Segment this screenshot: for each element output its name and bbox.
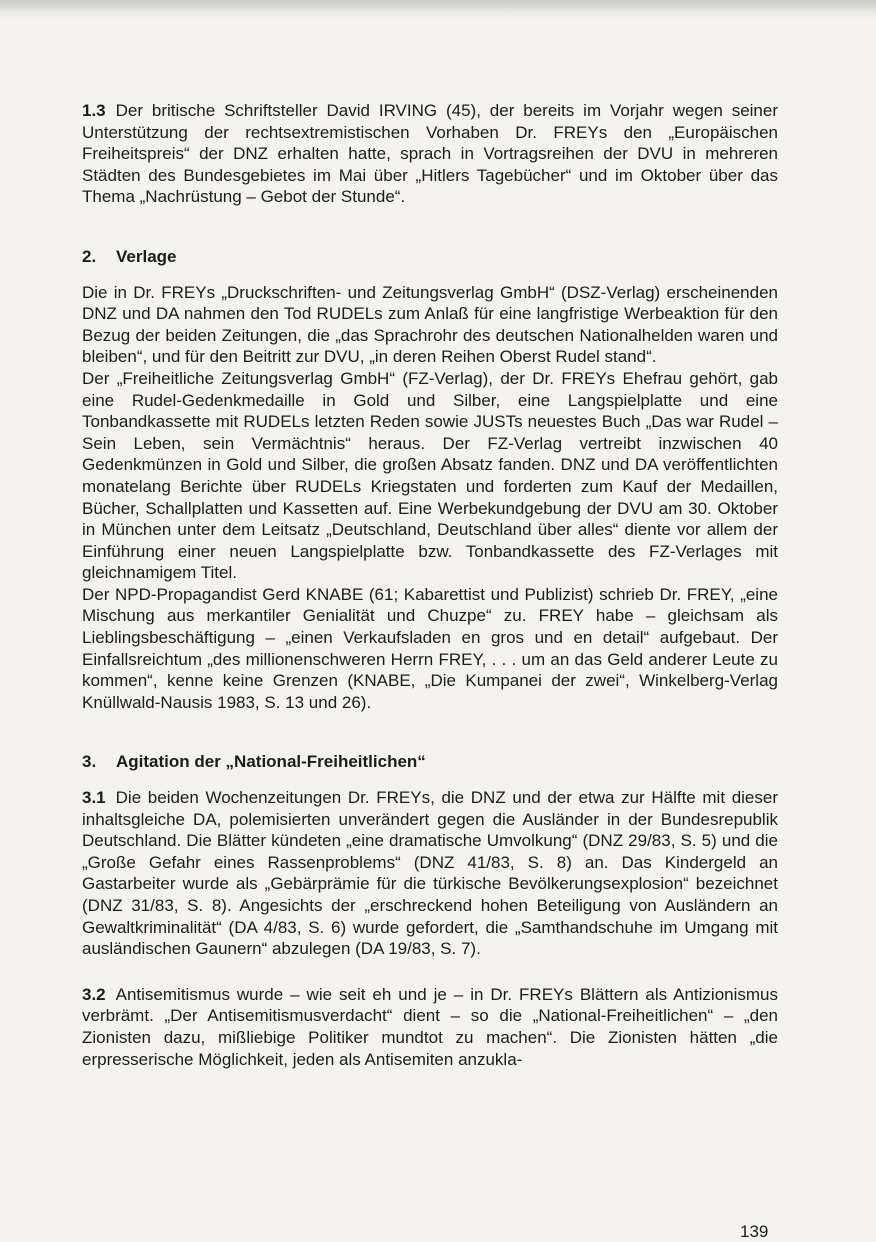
paragraph-3-1: [82, 787, 778, 960]
heading-number: 3.: [82, 752, 97, 772]
paragraph-text: Der britische Schriftsteller David IRVING (45), der bereits im Vorjahr wegen seiner Unterstützung der rechtsextremistischen Vorhaben Dr. FREYs den „Europäischen Freiheitspreis“ der DNZ erhalten hatte, sprach in Vortragsreihen der DVU in mehreren Städten des Bundesgebietes im Mai über „Hitlers Tagebücher“ und im Oktober über das Thema „Nachrüstung – Gebot der Stunde“.: [82, 101, 778, 207]
section-number: 3.1: [82, 788, 106, 808]
paragraph-1-3: [82, 100, 778, 208]
heading-title: Verlage: [116, 246, 177, 266]
page-number: 139: [740, 1222, 769, 1241]
heading-number: 2.: [82, 246, 97, 266]
section-number: 1.3: [82, 101, 106, 120]
document-page: [82, 100, 778, 1070]
paragraph-text: Antisemitismus wurde – wie seit eh und je – in Dr. FREYs Blättern als Antizionismus verbrämt. „Der Antisemitismusverdacht“ dient – so die „National-Freiheitlichen“ – „den Zionisten dazu, mißliebige Politiker mundtot zu machen“. Die Zionisten hätten „die erpresserische Möglichkeit, jeden als Antisemiten anzukla-: [82, 984, 778, 1069]
heading-agitation: [82, 751, 778, 773]
verlage-paragraph-2: Der „Freiheitliche Zeitungsverlag GmbH“ (FZ-Verlag), der Dr. FREYs Ehefrau gehört, gab eine Rudel-Gedenkmedaille in Gold und Silber, eine Langspielplatte und eine Tonbandkassette mit RUDELs letzten Reden sowie JUSTs neuestes Buch „Das war Rudel – Sein Leben, sein Vermächtnis“ heraus. Der FZ-Verlag vertreibt inzwischen 40 Gedenkmünzen in Gold und Silber, die großen Absatz fanden. DNZ und DA veröffentlichten monatelang Berichte über RUDELs Kriegstaten und forderten zum Kauf der Medaillen, Bücher, Schallplatten und Kassetten auf. Eine Werbekundgebung der DVU am 30. Oktober in München unter dem Leitsatz „Deutschland, Deutschland über alles“ diente vor allem der Einführung einer neuen Langspielplatte bzw. Tonbandkassette des FZ-Verlages mit gleichnamigem Titel.: [82, 368, 778, 583]
heading-verlage: [82, 246, 778, 268]
scan-shadow: [0, 0, 876, 20]
verlage-paragraph-3: Der NPD-Propagandist Gerd KNABE (61; Kabarettist und Publizist) schrieb Dr. FREY, „eine Mischung aus merkantiler Genialität und Chuzpe“ zu. FREY habe – gleichsam als Lieblingsbeschäftigung – „einen Verkaufsladen en gros und en detail“ aufgebaut. Der Einfallsreichtum „des millionenschweren Herrn FREY, . . . um an das Geld anderer Leute zu kommen“, kenne keine Grenzen (KNABE, „Die Kumpanei der zwei“, Winkelberg-Verlag Knüllwald-Nausis 1983, S. 13 und 26).: [82, 584, 778, 712]
section-number: 3.2: [82, 984, 106, 1004]
paragraph-3-2: [82, 984, 778, 1070]
paragraph-text: Die beiden Wochenzeitungen Dr. FREYs, die DNZ und der etwa zur Hälfte mit dieser inhaltsgleiche DA, polemisierten unverändert gegen die Ausländer in der Bundesrepublik Deutschland. Die Blätter kündeten „eine dramatische Umvolkung“ (DNZ 29/83, S. 5) und die „Große Gefahr eines Rassenproblems“ (DNZ 41/83, S. 8) an. Das Kindergeld an Gastarbeiter wurde als „Gebärprämie für die türkische Bevölkerungsexplosion“ bezeichnet (DNZ 31/83, S. 8). Angesichts der „erschreckend hohen Beteiligung von Ausländern an Gewaltkriminalität“ (DA 4/83, S. 6) wurde gefordert, die „Samthandschuhe im Umgang mit ausländischen Gaunern“ abzulegen (DA 19/83, S. 7).: [82, 788, 778, 959]
heading-title: Agitation der „National-Freiheitlichen“: [116, 752, 426, 772]
verlage-paragraph-1: Die in Dr. FREYs „Druckschriften- und Zeitungsverlag GmbH“ (DSZ-Verlag) erscheinenden DNZ und DA nahmen den Tod RUDELs zum Anlaß für eine langfristige Werbeaktion für den Bezug der beiden Zeitungen, die „das Sprachrohr des deutschen Nationalhelden waren und bleiben“, und für den Beitritt zur DVU, „in deren Reihen Oberst Rudel stand“.: [82, 282, 778, 367]
